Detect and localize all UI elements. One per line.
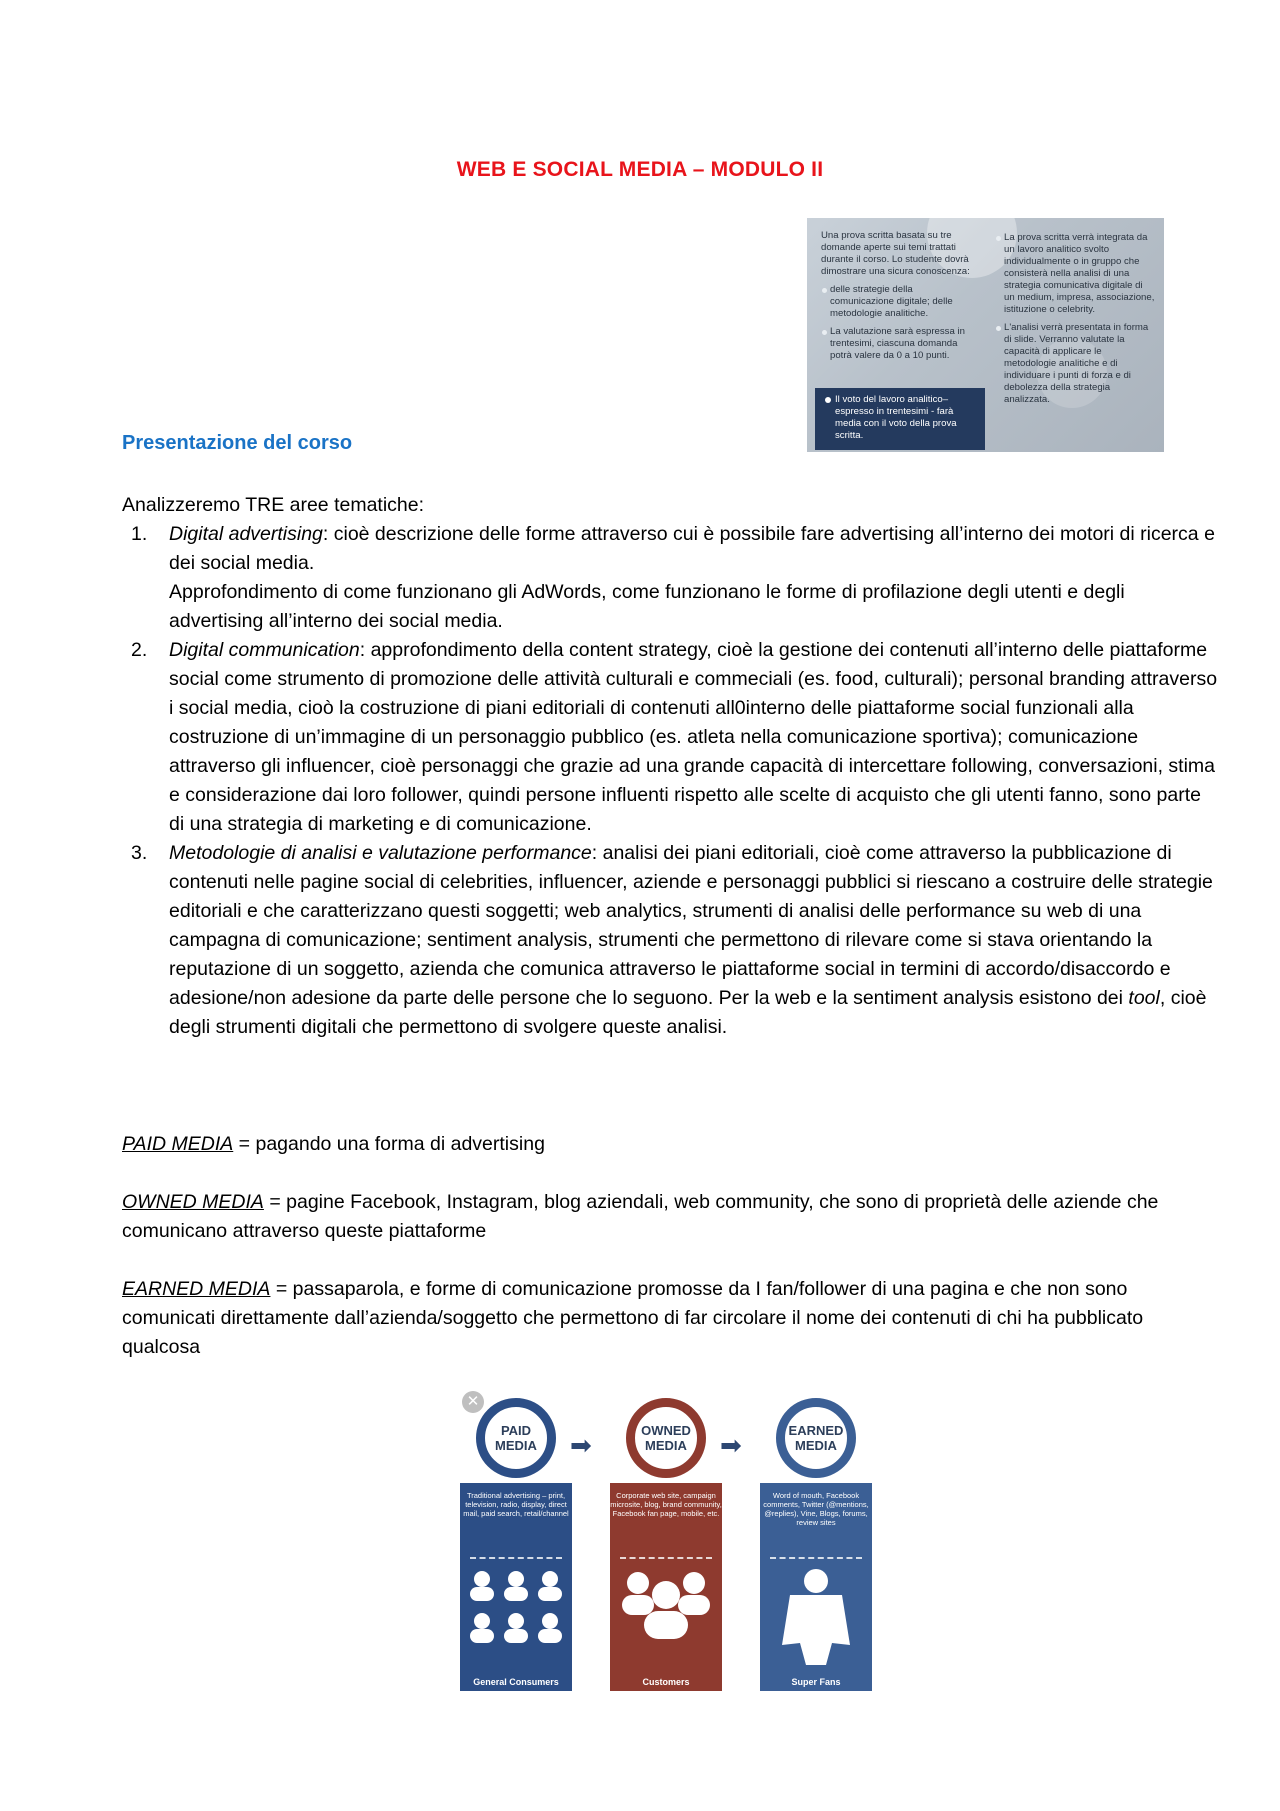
earned-media-description: Word of mouth, Facebook comments, Twitter (@mentions, @replies), Vine, Blogs, forums, review sites [763, 1491, 869, 1527]
intro-text: Analizzeremo TRE aree tematiche: [122, 494, 425, 516]
owned-media-circle: OWNED MEDIA [626, 1398, 706, 1478]
divider [770, 1557, 862, 1559]
earned-media-column [760, 1483, 872, 1691]
topic-text: : cioè descrizione delle forme attraverso cui è possibile fare advertising all’interno dei motori di ricerca e dei social media. [169, 523, 1215, 574]
topic-term: Digital advertising [169, 523, 323, 545]
exam-text: Una prova scritta basata su tre domande aperte sui temi trattati durante il corso. Lo studente dovrà dimostrare una sicura conoscenza: [821, 230, 970, 277]
topics-list [122, 520, 1219, 1042]
topic-text: : analisi dei piani editoriali, cioè come attraverso la pubblicazione di contenuti nelle pagine social di celebrities, influencer, aziende e personaggi pubblici si riescano a costruire delle strategie editoriali e che caratterizzano questi soggetti; web analytics, strumenti di analisi delle performance su web di una campagna di comunicazione; sentiment analysis, strumenti che permettono di rilevare come si stava orientando la reputazione di un soggetto, azienda che comunica attraverso le piattaforme social in termini di accordo/disaccordo e adesione/non adesione da parte delle persone che lo seguono. Per la web e la sentiment analysis esistono dei [169, 842, 1213, 1009]
paid-media-circle: PAID MEDIA [476, 1398, 556, 1478]
topic-text: : approfondimento della content strategy, cioè la gestione dei contenuti all’interno delle piattaforme social come strumento di promozione delle attività culturali e commeciali (es. food, culturali); personal branding attraverso i social media, cioò la costruzione di piani editoriali di contenuti all0interno delle piattaforme social funzionali alla costruzione di un’immagine di un personaggio pubblico (es. atleta nella comunicazione sportiva); comunicazione attraverso gli influencer, cioè personaggi che grazie ad una grande capacità di intercettare following, conversazioni, stima e considerazione dai loro follower, quindi persone influenti rispetto alle scelte di acquisto che gli utenti fanno, sono parte di una strategia di marketing e di comunicazione. [169, 639, 1218, 835]
divider [470, 1557, 562, 1559]
list-number: 3. [131, 842, 148, 864]
divider [620, 1557, 712, 1559]
owned-media-caption: Customers [642, 1677, 690, 1687]
list-item [131, 839, 1219, 1042]
document-title: WEB E SOCIAL MEDIA – MODULO II [456, 158, 824, 181]
list-number: 2. [131, 639, 148, 661]
topic-term: Digital communication [169, 639, 360, 661]
list-number: 1. [131, 523, 148, 545]
topic-term: Metodologie di analisi e valutazione performance [169, 842, 592, 864]
topic-text-end: , cioè degli strumenti digitali che permettono di svolgere queste analisi. [169, 987, 1207, 1038]
definition-owned [122, 1188, 1172, 1246]
arrow-right-icon: ➡ [570, 1430, 592, 1460]
definition-earned [122, 1275, 1172, 1362]
exam-right-column [995, 232, 1155, 412]
list-item [131, 520, 1219, 636]
topic-subtext: Approfondimento di come funzionano gli AdWords, come funzionano le forme di profilazione degli utenti e degli advertising all’interno dei social media. [169, 581, 1125, 632]
earned-media-caption: Super Fans [791, 1677, 841, 1687]
exam-bullet: La valutazione sarà espressa in trentesimi, ciascuna domanda potrà valere da 0 a 10 punti. [821, 326, 971, 362]
exam-highlight-box: Il voto del lavoro analitico–espresso in trentesimi - farà media con il voto della prova scritta. [815, 388, 985, 450]
list-item [131, 636, 1219, 839]
definition-text: = pagando una forma di advertising [233, 1133, 545, 1155]
exam-info-image [807, 218, 1164, 452]
exam-bullet: L'analisi verrà presentata in forma di slide. Verranno valutate la capacità di applicare le metodologie analitiche e di individuare i punti di forza e di debolezza della strategia analizzata. [995, 322, 1155, 406]
exam-left-column [821, 230, 971, 368]
paid-media-column [460, 1483, 572, 1691]
paid-media-caption: General Consumers [473, 1677, 559, 1687]
definition-term: OWNED MEDIA [122, 1191, 264, 1213]
media-diagram-image [456, 1388, 876, 1693]
owned-media-column [610, 1483, 722, 1691]
people-group-icon [460, 1565, 572, 1675]
section-heading: Presentazione del corso [122, 432, 353, 454]
definition-term: EARNED MEDIA [122, 1278, 271, 1300]
exam-bullet: delle strategie della comunicazione digitale; delle metodologie analitiche. [821, 284, 971, 320]
definition-text: = passaparola, e forme di comunicazione promosse da I fan/follower di una pagina e che non sono comunicati direttamente dall’azienda/soggetto che permettono di far circolare il nome dei contenuti di chi ha pubblicato qualcosa [122, 1278, 1144, 1358]
close-icon: ✕ [462, 1391, 484, 1413]
paid-media-description: Traditional advertising – print, television, radio, display, direct mail, paid search, retail/channel [463, 1491, 569, 1518]
owned-media-description: Corporate web site, campaign microsite, blog, brand community, Facebook fan page, mobile, etc. [610, 1491, 722, 1518]
customers-group-icon [610, 1565, 722, 1675]
exam-bullet: La prova scritta verrà integrata da un lavoro analitico svolto individualmente o in gruppo che consisterà nella analisi di una strategia comunicativa digitale di un medium, impresa, associazione, istituzione o celebrity. [995, 232, 1155, 316]
earned-media-circle: EARNED MEDIA [776, 1398, 856, 1478]
arrow-right-icon: ➡ [720, 1430, 742, 1460]
definition-paid [122, 1130, 1172, 1159]
super-fan-icon [760, 1565, 872, 1675]
definition-term: PAID MEDIA [122, 1133, 234, 1155]
definition-text: = pagine Facebook, Instagram, blog aziendali, web community, che sono di proprietà delle aziende che comunicano attraverso queste piattaforme [122, 1191, 1159, 1242]
topic-italic-word: tool [1128, 987, 1160, 1009]
